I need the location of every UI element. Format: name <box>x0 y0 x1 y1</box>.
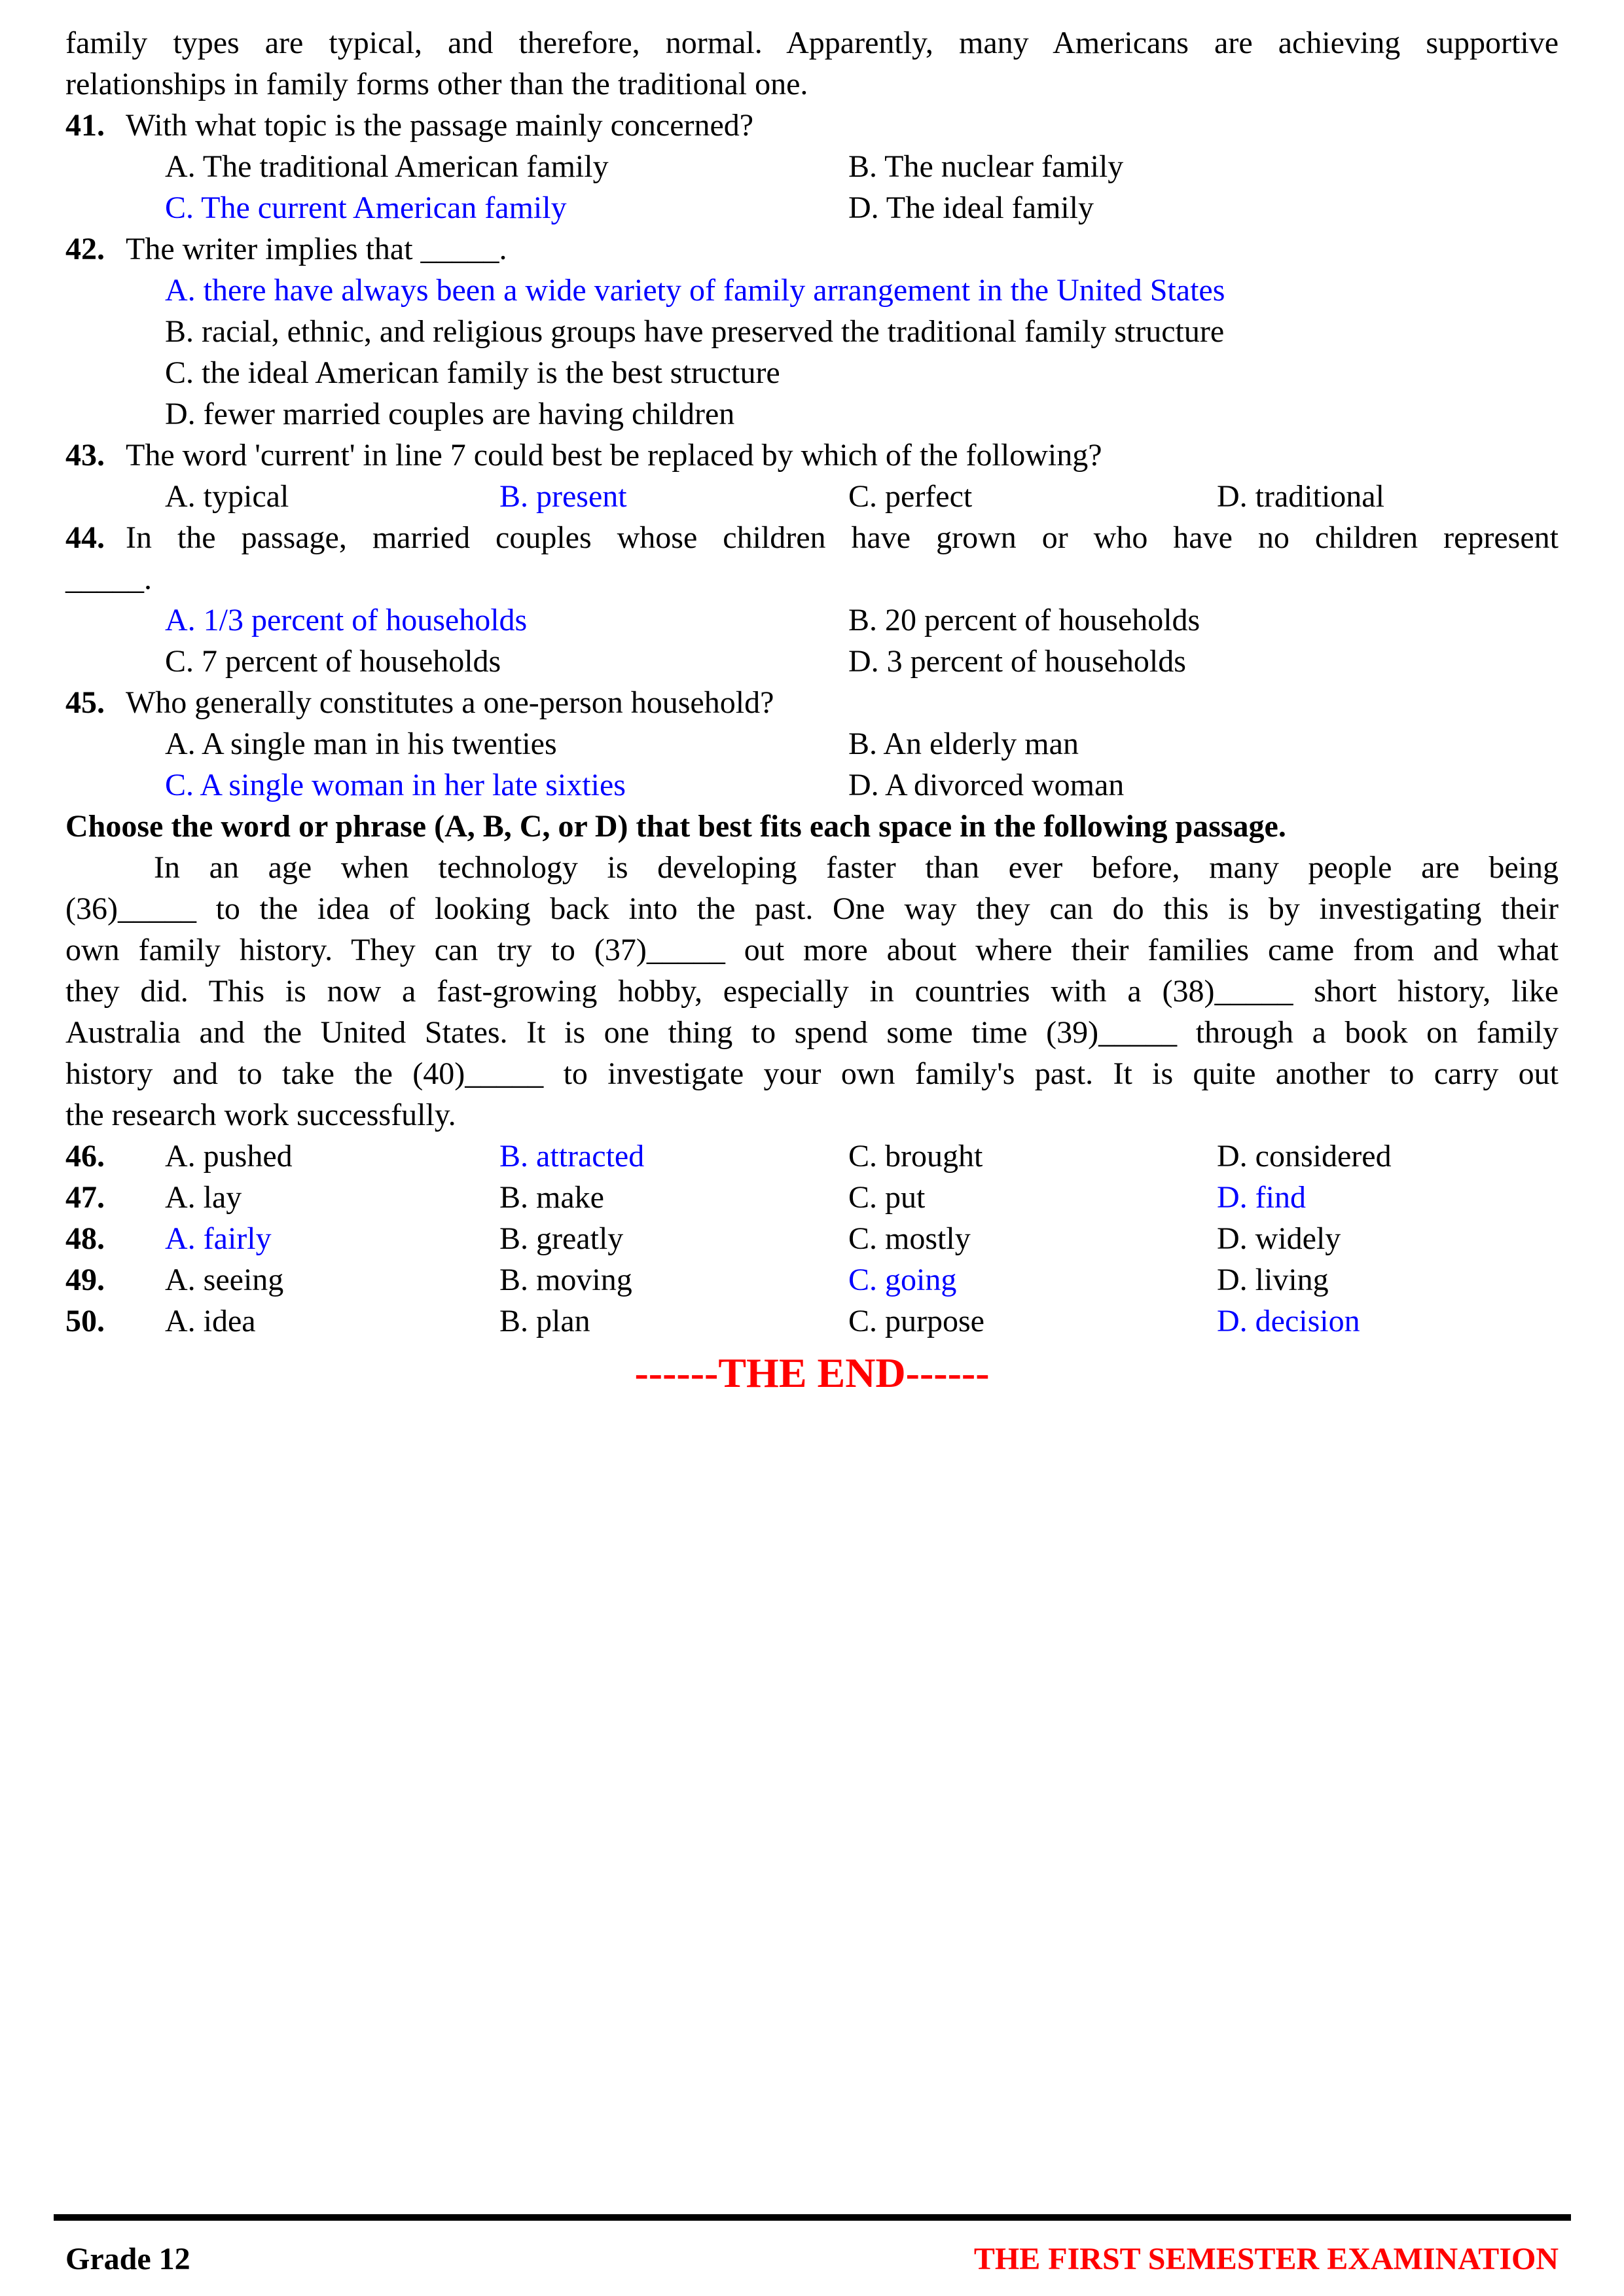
option-41-c: C. The current American family <box>165 190 567 225</box>
option-50-b: B. plan <box>499 1304 590 1338</box>
option-48-c: C. mostly <box>848 1221 971 1256</box>
the-end-marker: ------THE END------ <box>634 1350 990 1396</box>
option-41-a: A. The traditional American family <box>165 149 609 184</box>
question-46-number: 46. <box>65 1139 105 1174</box>
passage-line-2: (36)_____ to the idea of looking back into the past. One way they can do this is by investigating their <box>65 891 1559 926</box>
question-41-text: With what topic is the passage mainly concerned? <box>126 108 754 143</box>
option-42-c: C. the ideal American family is the best structure <box>165 355 780 390</box>
option-43-d: D. traditional <box>1217 479 1384 514</box>
option-44-a: A. 1/3 percent of households <box>165 603 528 637</box>
option-50-a: A. idea <box>165 1304 256 1338</box>
question-46-row <box>65 1136 1559 1177</box>
question-43 <box>65 435 1559 476</box>
question-41-options-row-1 <box>65 146 1559 187</box>
option-45-b: B. An elderly man <box>848 726 1079 761</box>
question-47-row <box>65 1177 1559 1218</box>
option-45-c: C. A single woman in her late sixties <box>165 768 626 802</box>
passage-line-3: own family history. They can try to (37)_____ out more about where their families came from and what <box>65 933 1559 967</box>
option-46-c: C. brought <box>848 1139 983 1174</box>
question-49-row <box>65 1259 1559 1300</box>
option-50-c: C. purpose <box>848 1304 984 1338</box>
question-49-number: 49. <box>65 1263 105 1297</box>
question-44-options-row-2 <box>65 641 1559 682</box>
option-43-a: A. typical <box>165 479 289 514</box>
footer <box>65 2238 1559 2280</box>
question-43-number: 43. <box>65 438 105 473</box>
passage-line-5: Australia and the United States. It is one thing to spend some time (39)_____ through a book on family <box>65 1015 1559 1050</box>
question-44-text: In the passage, married couples whose children have grown or who have no children represent <box>126 520 1559 555</box>
intro-line-2: relationships in family forms other than the traditional one. <box>65 67 808 101</box>
passage-line-7: the research work successfully. <box>65 1098 456 1132</box>
question-41-options-row-2 <box>65 187 1559 228</box>
exam-content <box>65 22 1559 1399</box>
question-44-options-row-1 <box>65 600 1559 641</box>
option-41-b: B. The nuclear family <box>848 149 1124 184</box>
question-42-text: The writer implies that _____. <box>126 232 507 266</box>
passage-line-6: history and to take the (40)_____ to investigate your own family's past. It is quite another to carry out <box>65 1056 1559 1091</box>
question-48-number: 48. <box>65 1221 105 1256</box>
option-49-a: A. seeing <box>165 1263 284 1297</box>
question-47-number: 47. <box>65 1180 105 1215</box>
question-45-number: 45. <box>65 685 105 720</box>
question-44-blank-line: _____. <box>65 562 152 596</box>
option-45-d: D. A divorced woman <box>848 768 1125 802</box>
option-46-b: B. attracted <box>499 1139 645 1174</box>
passage-line-4: they did. This is now a fast-growing hobby, especially in countries with a (38)_____ short history, like <box>65 974 1559 1009</box>
option-42-d: D. fewer married couples are having children <box>165 397 735 431</box>
question-45-options-row-2 <box>65 764 1559 806</box>
question-41-number: 41. <box>65 108 105 143</box>
question-45-options-row-1 <box>65 723 1559 764</box>
footer-divider <box>54 2214 1571 2221</box>
question-42 <box>65 228 1559 270</box>
option-49-b: B. moving <box>499 1263 632 1297</box>
option-47-d: D. find <box>1217 1180 1306 1215</box>
section-header: Choose the word or phrase (A, B, C, or D) that best fits each space in the following passage. <box>65 809 1286 844</box>
option-48-d: D. widely <box>1217 1221 1341 1256</box>
question-48-row <box>65 1218 1559 1259</box>
question-42-number: 42. <box>65 232 105 266</box>
passage-line-1: In an age when technology is developing faster than ever before, many people are being <box>154 850 1559 885</box>
question-44-number: 44. <box>65 520 105 555</box>
option-43-b: B. present <box>499 479 627 514</box>
question-43-text: The word 'current' in line 7 could best be replaced by which of the following? <box>126 438 1102 473</box>
intro-line-1: family types are typical, and therefore, normal. Apparently, many Americans are achieving supportive <box>65 26 1559 60</box>
footer-grade-label: Grade 12 <box>65 2242 190 2276</box>
option-44-b: B. 20 percent of households <box>848 603 1200 637</box>
question-41 <box>65 105 1559 146</box>
option-49-c: C. going <box>848 1263 957 1297</box>
question-43-options-row <box>65 476 1559 517</box>
option-44-c: C. 7 percent of households <box>165 644 501 679</box>
question-44 <box>65 517 1559 558</box>
option-45-a: A. A single man in his twenties <box>165 726 557 761</box>
footer-exam-title: THE FIRST SEMESTER EXAMINATION <box>973 2242 1559 2276</box>
option-42-b: B. racial, ethnic, and religious groups have preserved the traditional family structure <box>165 314 1225 349</box>
question-50-row <box>65 1300 1559 1342</box>
option-43-c: C. perfect <box>848 479 973 514</box>
option-46-d: D. considered <box>1217 1139 1392 1174</box>
question-45-text: Who generally constitutes a one-person household? <box>126 685 774 720</box>
option-42-a: A. there have always been a wide variety of family arrangement in the United States <box>165 273 1225 308</box>
option-46-a: A. pushed <box>165 1139 293 1174</box>
option-47-a: A. lay <box>165 1180 242 1215</box>
option-47-c: C. put <box>848 1180 926 1215</box>
question-45 <box>65 682 1559 723</box>
option-48-a: A. fairly <box>165 1221 272 1256</box>
question-50-number: 50. <box>65 1304 105 1338</box>
option-50-d: D. decision <box>1217 1304 1360 1338</box>
option-41-d: D. The ideal family <box>848 190 1094 225</box>
option-44-d: D. 3 percent of households <box>848 644 1186 679</box>
option-48-b: B. greatly <box>499 1221 624 1256</box>
option-47-b: B. make <box>499 1180 604 1215</box>
option-49-d: D. living <box>1217 1263 1329 1297</box>
